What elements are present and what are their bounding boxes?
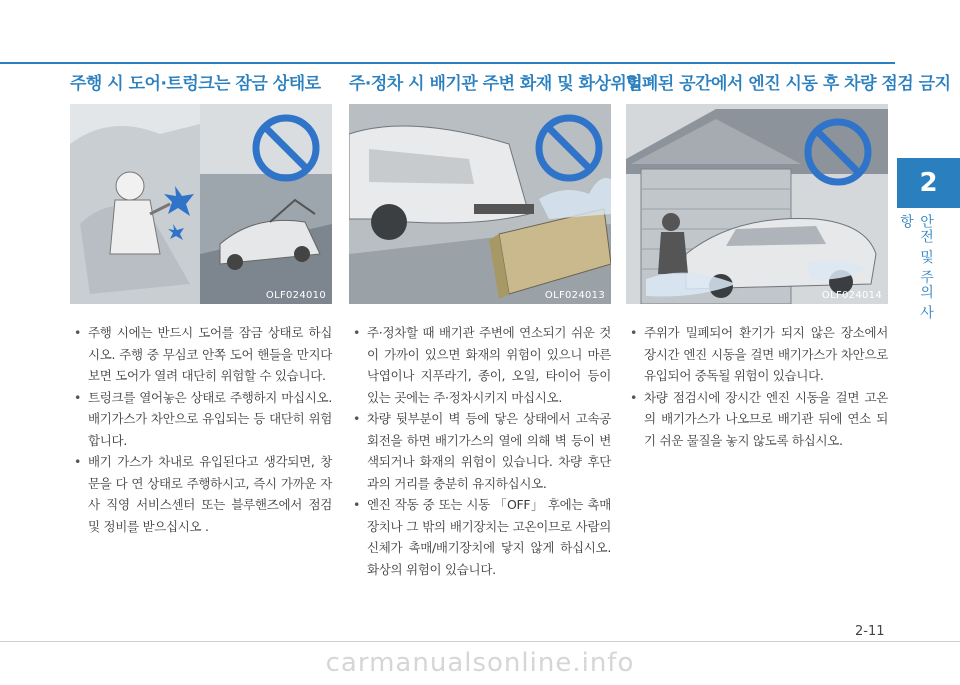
figure-exhaust-fire [349, 104, 611, 304]
figure-code: OLF024013 [544, 290, 605, 301]
list-item: • 차량 뒷부분이 벽 등에 닿은 상태에서 고속공회전을 하면 배기가스의 열에 의해 벽 등이 변색되거나 화재의 위험이 있습니다. 차량 후단과의 거리를 충분히 유지하십시오. [349, 408, 611, 494]
page-number: 2-11 [855, 624, 885, 639]
section-title: 주·정차 시 배기관 주변 화재 및 화상위험 [349, 74, 643, 94]
list-item: • 주·정차할 때 배기관 주변에 연소되기 쉬운 것이 가까이 있으면 화재의 위험이 있으니 마른 낙엽이나 지푸라기, 종이, 오일, 타이어 등이 있는 곳에는 주·정차시키지 마십시오. [349, 322, 611, 408]
section-title: 주행 시 도어·트렁크는 잠금 상태로 [70, 74, 321, 94]
figure-code: OLF024014 [821, 290, 882, 301]
bullet-list [70, 322, 332, 537]
illustration-car-exhaust-wall [349, 104, 611, 304]
figure-door-trunk [70, 104, 332, 304]
illustration-garage-car [626, 104, 888, 304]
chapter-number: 2 [919, 168, 938, 198]
section-door-trunk [70, 66, 332, 537]
top-rule [0, 62, 895, 64]
bullet-list [349, 322, 611, 580]
section-exhaust-fire [349, 66, 643, 580]
list-item: • 주위가 밀폐되어 환기가 되지 않은 장소에서 장시간 엔진 시동을 걸면 배기가스가 차안으로 유입되어 중독될 위험이 있습니다. [626, 322, 888, 387]
illustration-child-trunk [70, 104, 332, 304]
figure-enclosed-space [626, 104, 888, 304]
footer-rule [0, 641, 960, 642]
list-item: • 차량 점검시에 장시간 엔진 시동을 걸면 고온의 배기가스가 나오므로 배기관 뒤에 연소 되기 쉬운 물질을 놓지 않도록 하십시오. [626, 387, 888, 452]
section-title: 밀폐된 공간에서 엔진 시동 후 차량 점검 금지 [626, 74, 951, 94]
list-item: • 주행 시에는 반드시 도어를 잠금 상태로 하십시오. 주행 중 무심코 안쪽 도어 핸들을 만지다 보면 도어가 열려 대단히 위험할 수 있습니다. [70, 322, 332, 387]
chapter-title: 안전 및 주의 사항 [898, 214, 934, 321]
list-item: • 엔진 작동 중 또는 시동 「OFF」 후에는 촉매장치나 그 밖의 배기장치는 고온이므로 사람의 신체가 촉매/배기장치에 닿지 않게 하십시오. 화상의 위험이 있습니다. [349, 494, 611, 580]
chapter-tab[interactable] [897, 158, 960, 208]
watermark: carmanualsonline.info [325, 648, 635, 678]
figure-code: OLF024010 [265, 290, 326, 301]
list-item: • 배기 가스가 차내로 유입된다고 생각되면, 창문을 다 연 상태로 주행하시고, 즉시 가까운 자사 직영 서비스센터 또는 블루핸즈에서 점검 및 정비를 받으십시오 . [70, 451, 332, 537]
bullet-list [626, 322, 888, 451]
list-item: • 트렁크를 열어놓은 상태로 주행하지 마십시오. 배기가스가 차안으로 유입되는 등 대단히 위험합니다. [70, 387, 332, 452]
